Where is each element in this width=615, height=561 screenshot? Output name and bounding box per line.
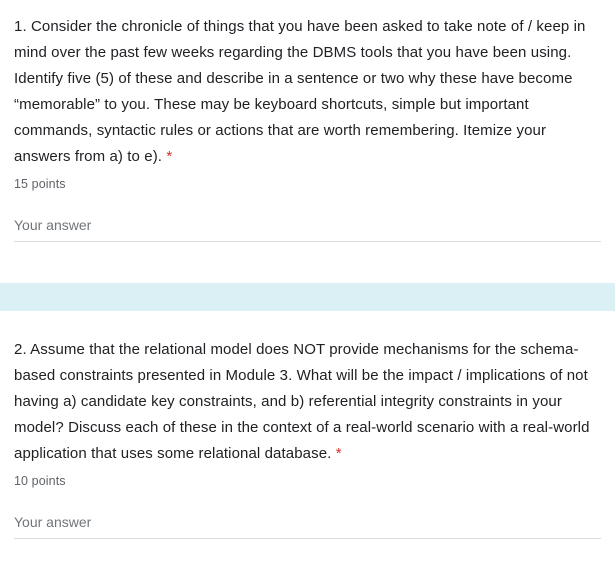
question-2-answer-input[interactable] <box>14 514 601 539</box>
question-1-points: 15 points <box>14 177 66 191</box>
question-card-2 <box>0 311 615 561</box>
question-1-title <box>14 14 601 170</box>
question-2-points: 10 points <box>14 474 66 488</box>
bottom-spacer <box>14 543 601 561</box>
question-1-answer-input[interactable] <box>14 217 601 242</box>
question-1-text: 1. Consider the chronicle of things that you have been asked to take note of / keep in mind over the past few weeks regarding the DBMS tools that you have been using. Identify five (5) of these and describe in a sentence or two why these have become “memorable” to you. These may be keyboard shortcuts, simple but important commands, syntactic rules or actions that are worth remembering. Itemize your answers from a) to e). <box>14 18 586 165</box>
question-1-required-marker: * <box>166 148 173 165</box>
question-2-title <box>14 337 601 467</box>
section-divider-band <box>0 283 615 311</box>
question-2-answer-wrap <box>14 514 601 543</box>
question-1-answer-wrap <box>14 217 601 246</box>
question-2-text: 2. Assume that the relational model does NOT provide mechanisms for the schema-based constraints presented in Module 3. What will be the impact / implications of not having a) candidate key constraints, and b) referential integrity constraints in your model? Discuss each of these in the context of a real-world scenario with a real-world application that uses some relational database. <box>14 341 590 462</box>
question-card-1 <box>0 0 615 246</box>
question-2-required-marker: * <box>335 445 342 462</box>
